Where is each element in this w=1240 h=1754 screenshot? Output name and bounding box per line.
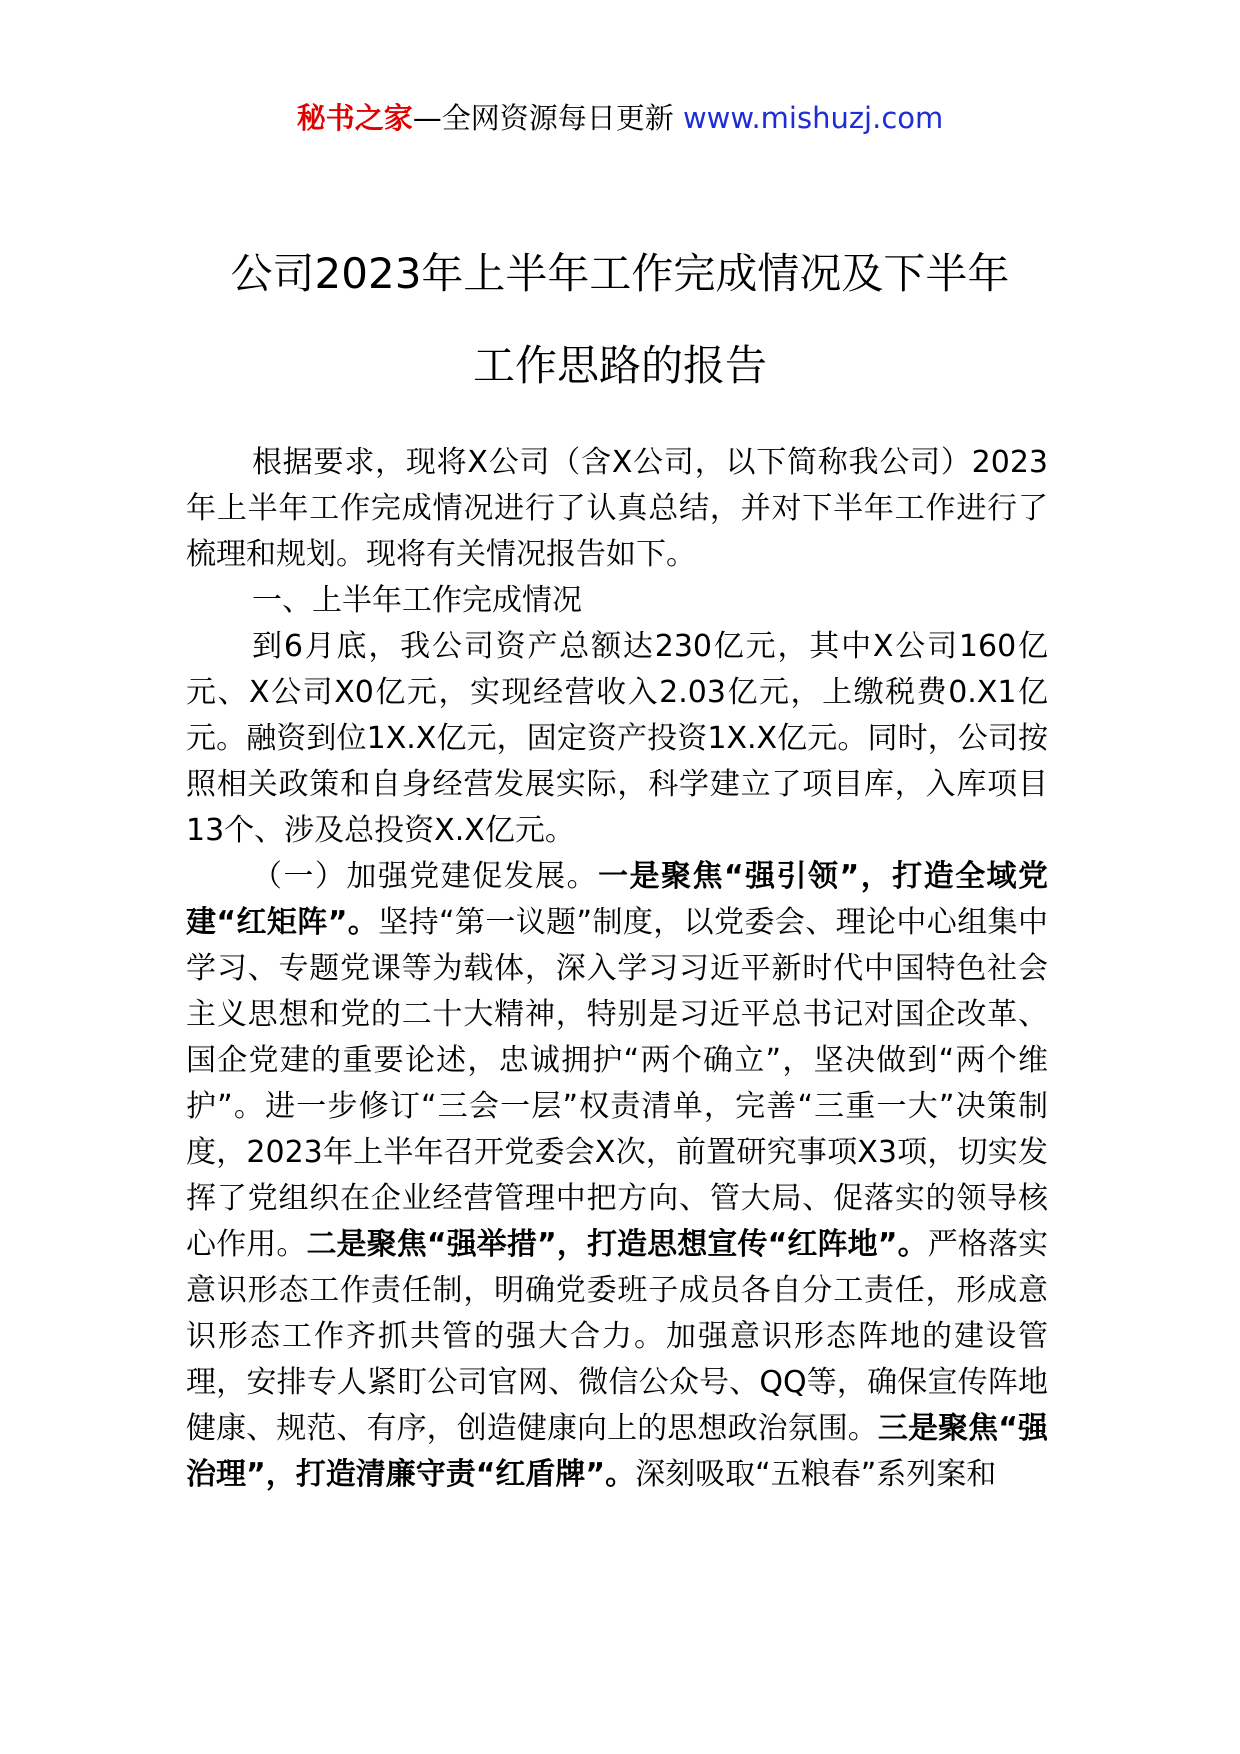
subsection-lead: （一）加强党建促发展。 (252, 859, 599, 894)
site-header (0, 98, 1240, 138)
document-title (0, 228, 1240, 412)
title-line-2: 工作思路的报告 (472, 341, 767, 390)
brand-name: 秘书之家 (296, 101, 413, 135)
point-two-heading: 二是聚焦“强举措”，打造思想宣传“红阵地”。 (306, 1227, 928, 1262)
point-one-text: 坚持“第一议题”制度，以党委会、理论中心组集中学习、专题党课等为载体，深入学习习近平新时代中国特色社会主义思想和党的二十大精神，特别是习近平总书记对国企改革、国企党建的重要论述，忠诚拥护“两个确立”，坚决做到“两个维护”。进一步修订“三会一层”权责清单，完善“三重一大”决策制度，2023年上半年召开党委会X次，前置研究事项X3项，切实发挥了党组织在企业经营管理中把方向、管大局、促落实的领导核心作用。 (186, 905, 1048, 1262)
document-body (186, 440, 1048, 1498)
point-two-text: 严格落实意识形态工作责任制，明确党委班子成员各自分工责任，形成意识形态工作齐抓共管的强大合力。加强意识形态阵地的建设管理，安排专人紧盯公司官网、微信公众号、QQ等，确保宣传阵地健康、规范、有序，创造健康向上的思想政治氛围。 (186, 1227, 1049, 1446)
point-three-heading: 三是聚焦“强治理”，打造清廉守责“红盾牌”。 (186, 1411, 1048, 1492)
intro-paragraph: 根据要求，现将X公司（含X公司，以下简称我公司）2023年上半年工作完成情况进行了认真总结，并对下半年工作进行了梳理和规划。现将有关情况报告如下。 (186, 445, 1048, 572)
section-heading: 一、上半年工作完成情况 (252, 583, 582, 618)
point-one-heading: 一是聚焦“强引领”，打造全域党建“红矩阵”。 (186, 859, 1049, 940)
title-line-1: 公司2023年上半年工作完成情况及下半年 (230, 249, 1010, 298)
point-three-text: 深刻吸取“五粮春”系列案和 (635, 1457, 997, 1492)
party-building-paragraph (186, 854, 1048, 1498)
header-slogan: —全网资源每日更新 (412, 101, 683, 135)
summary-paragraph: 到6月底，我公司资产总额达230亿元，其中X公司160亿元、X公司X0亿元，实现经营收入2.03亿元，上缴税费0.X1亿元。融资到位1X.X亿元，固定资产投资1X.X亿元。同时，公司按照相关政策和自身经营发展实际，科学建立了项目库，入库项目13个、涉及总投资X.X亿元。 (186, 629, 1048, 848)
site-url-link[interactable]: www.mishuzj.com (682, 101, 944, 135)
